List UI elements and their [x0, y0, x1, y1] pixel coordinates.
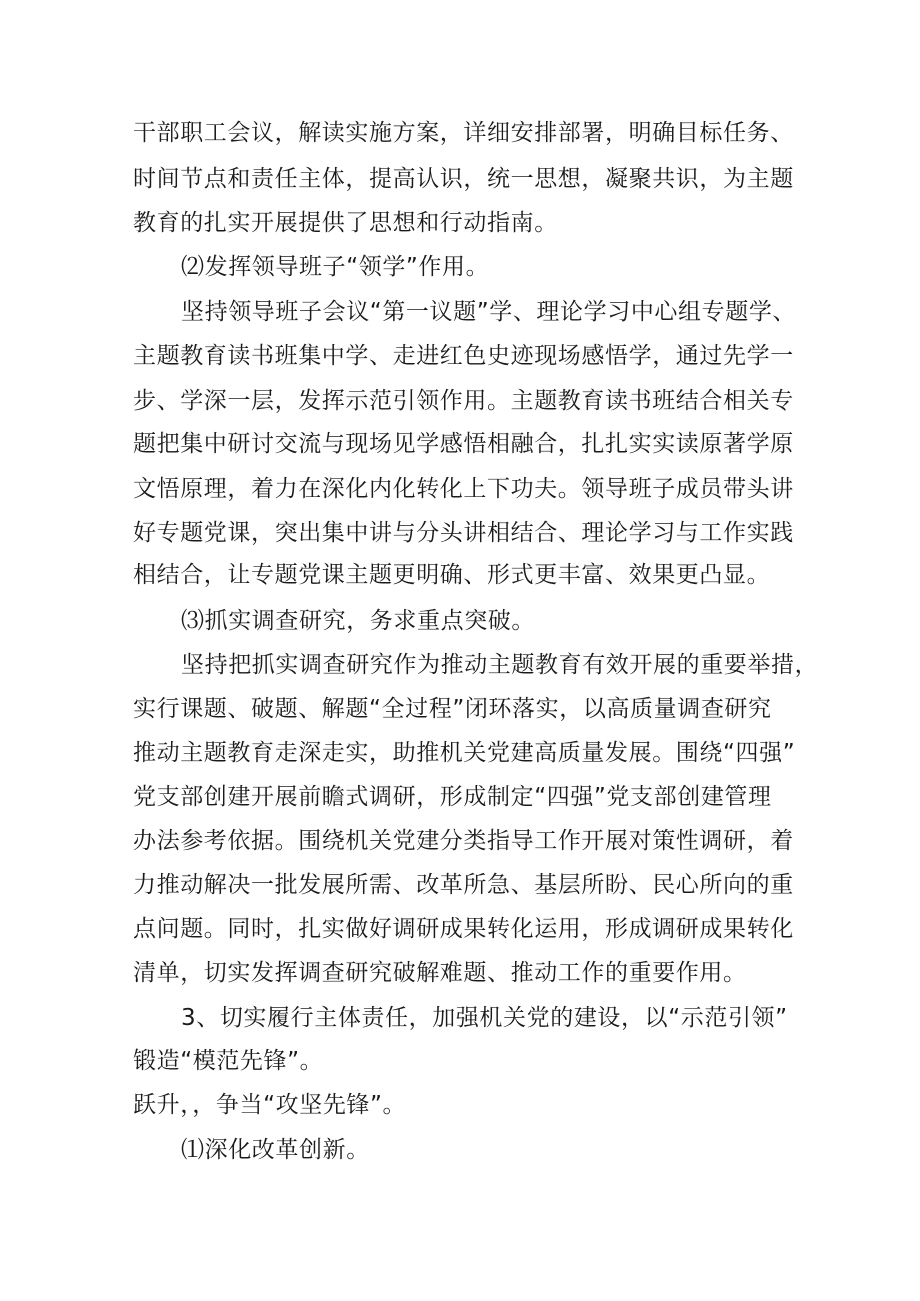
paragraph-line: 文悟原理，着力在深化内化转化上下功夫。领导班子成员带头讲 [133, 476, 794, 502]
subsection-heading: ⑵发挥领导班子“领学”作用。 [181, 254, 490, 280]
section-heading-continued: 锻造“模范先锋”。 [133, 1048, 324, 1074]
paragraph-line: 党支部创建开展前瞻式调研，形成制定“四强”党支部创建管理 [133, 784, 772, 810]
paragraph-line: 步、学深一层，发挥示范引领作用。主题教育读书班结合相关专 [133, 388, 794, 414]
paragraph-line: 题把集中研讨交流与现场见学感悟相融合，扎扎实实读原著学原 [133, 431, 794, 457]
paragraph-line: 时间节点和责任主体，提高认识，统一思想，凝聚共识，为主题 [133, 166, 794, 192]
paragraph-line: 推动主题教育走深走实，助推机关党建高质量发展。围绕“四强” [133, 740, 796, 766]
paragraph-line: 实行课题、破题、解题“全过程”闭环落实，以高质量调查研究 [133, 696, 772, 722]
paragraph-line: 相结合，让专题党课主题更明确、形式更丰富、效果更凸显。 [133, 562, 771, 588]
paragraph-line: 点问题。同时，扎实做好调研成果转化运用，形成调研成果转化 [133, 916, 794, 942]
paragraph-line: 办法参考依据。围绕机关党建分类指导工作开展对策性调研，着 [133, 828, 794, 854]
section-heading: 3、切实履行主体责任，加强机关党的建设，以“示范引领” [181, 1005, 788, 1031]
paragraph-line: 坚持领导班子会议“第一议题”学、理论学习中心组专题学、 [181, 299, 797, 325]
paragraph-line: 干部职工会议，解读实施方案，详细安排部署，明确目标任务、 [133, 120, 794, 146]
paragraph-line: 力推动解决一批发展所需、改革所急、基层所盼、民心所向的重 [133, 872, 794, 898]
subsection-heading: ⑴深化改革创新。 [181, 1137, 370, 1163]
paragraph-line: 教育的扎实开展提供了思想和行动指南。 [133, 210, 558, 236]
paragraph-line: 坚持把抓实调查研究作为推动主题教育有效开展的重要举措， [181, 652, 819, 678]
subsection-heading: ⑶抓实调查研究，务求重点突破。 [181, 608, 535, 634]
paragraph-line: 跃升，，争当“攻坚先锋”。 [133, 1092, 407, 1118]
paragraph-line: 好专题党课，突出集中讲与分头讲相结合、理论学习与工作实践 [133, 520, 794, 546]
paragraph-line: 清单，切实发挥调查研究破解难题、推动工作的重要作用。 [133, 960, 747, 986]
paragraph-line: 主题教育读书班集中学、走进红色史迹现场感悟学，通过先学一 [133, 343, 794, 369]
